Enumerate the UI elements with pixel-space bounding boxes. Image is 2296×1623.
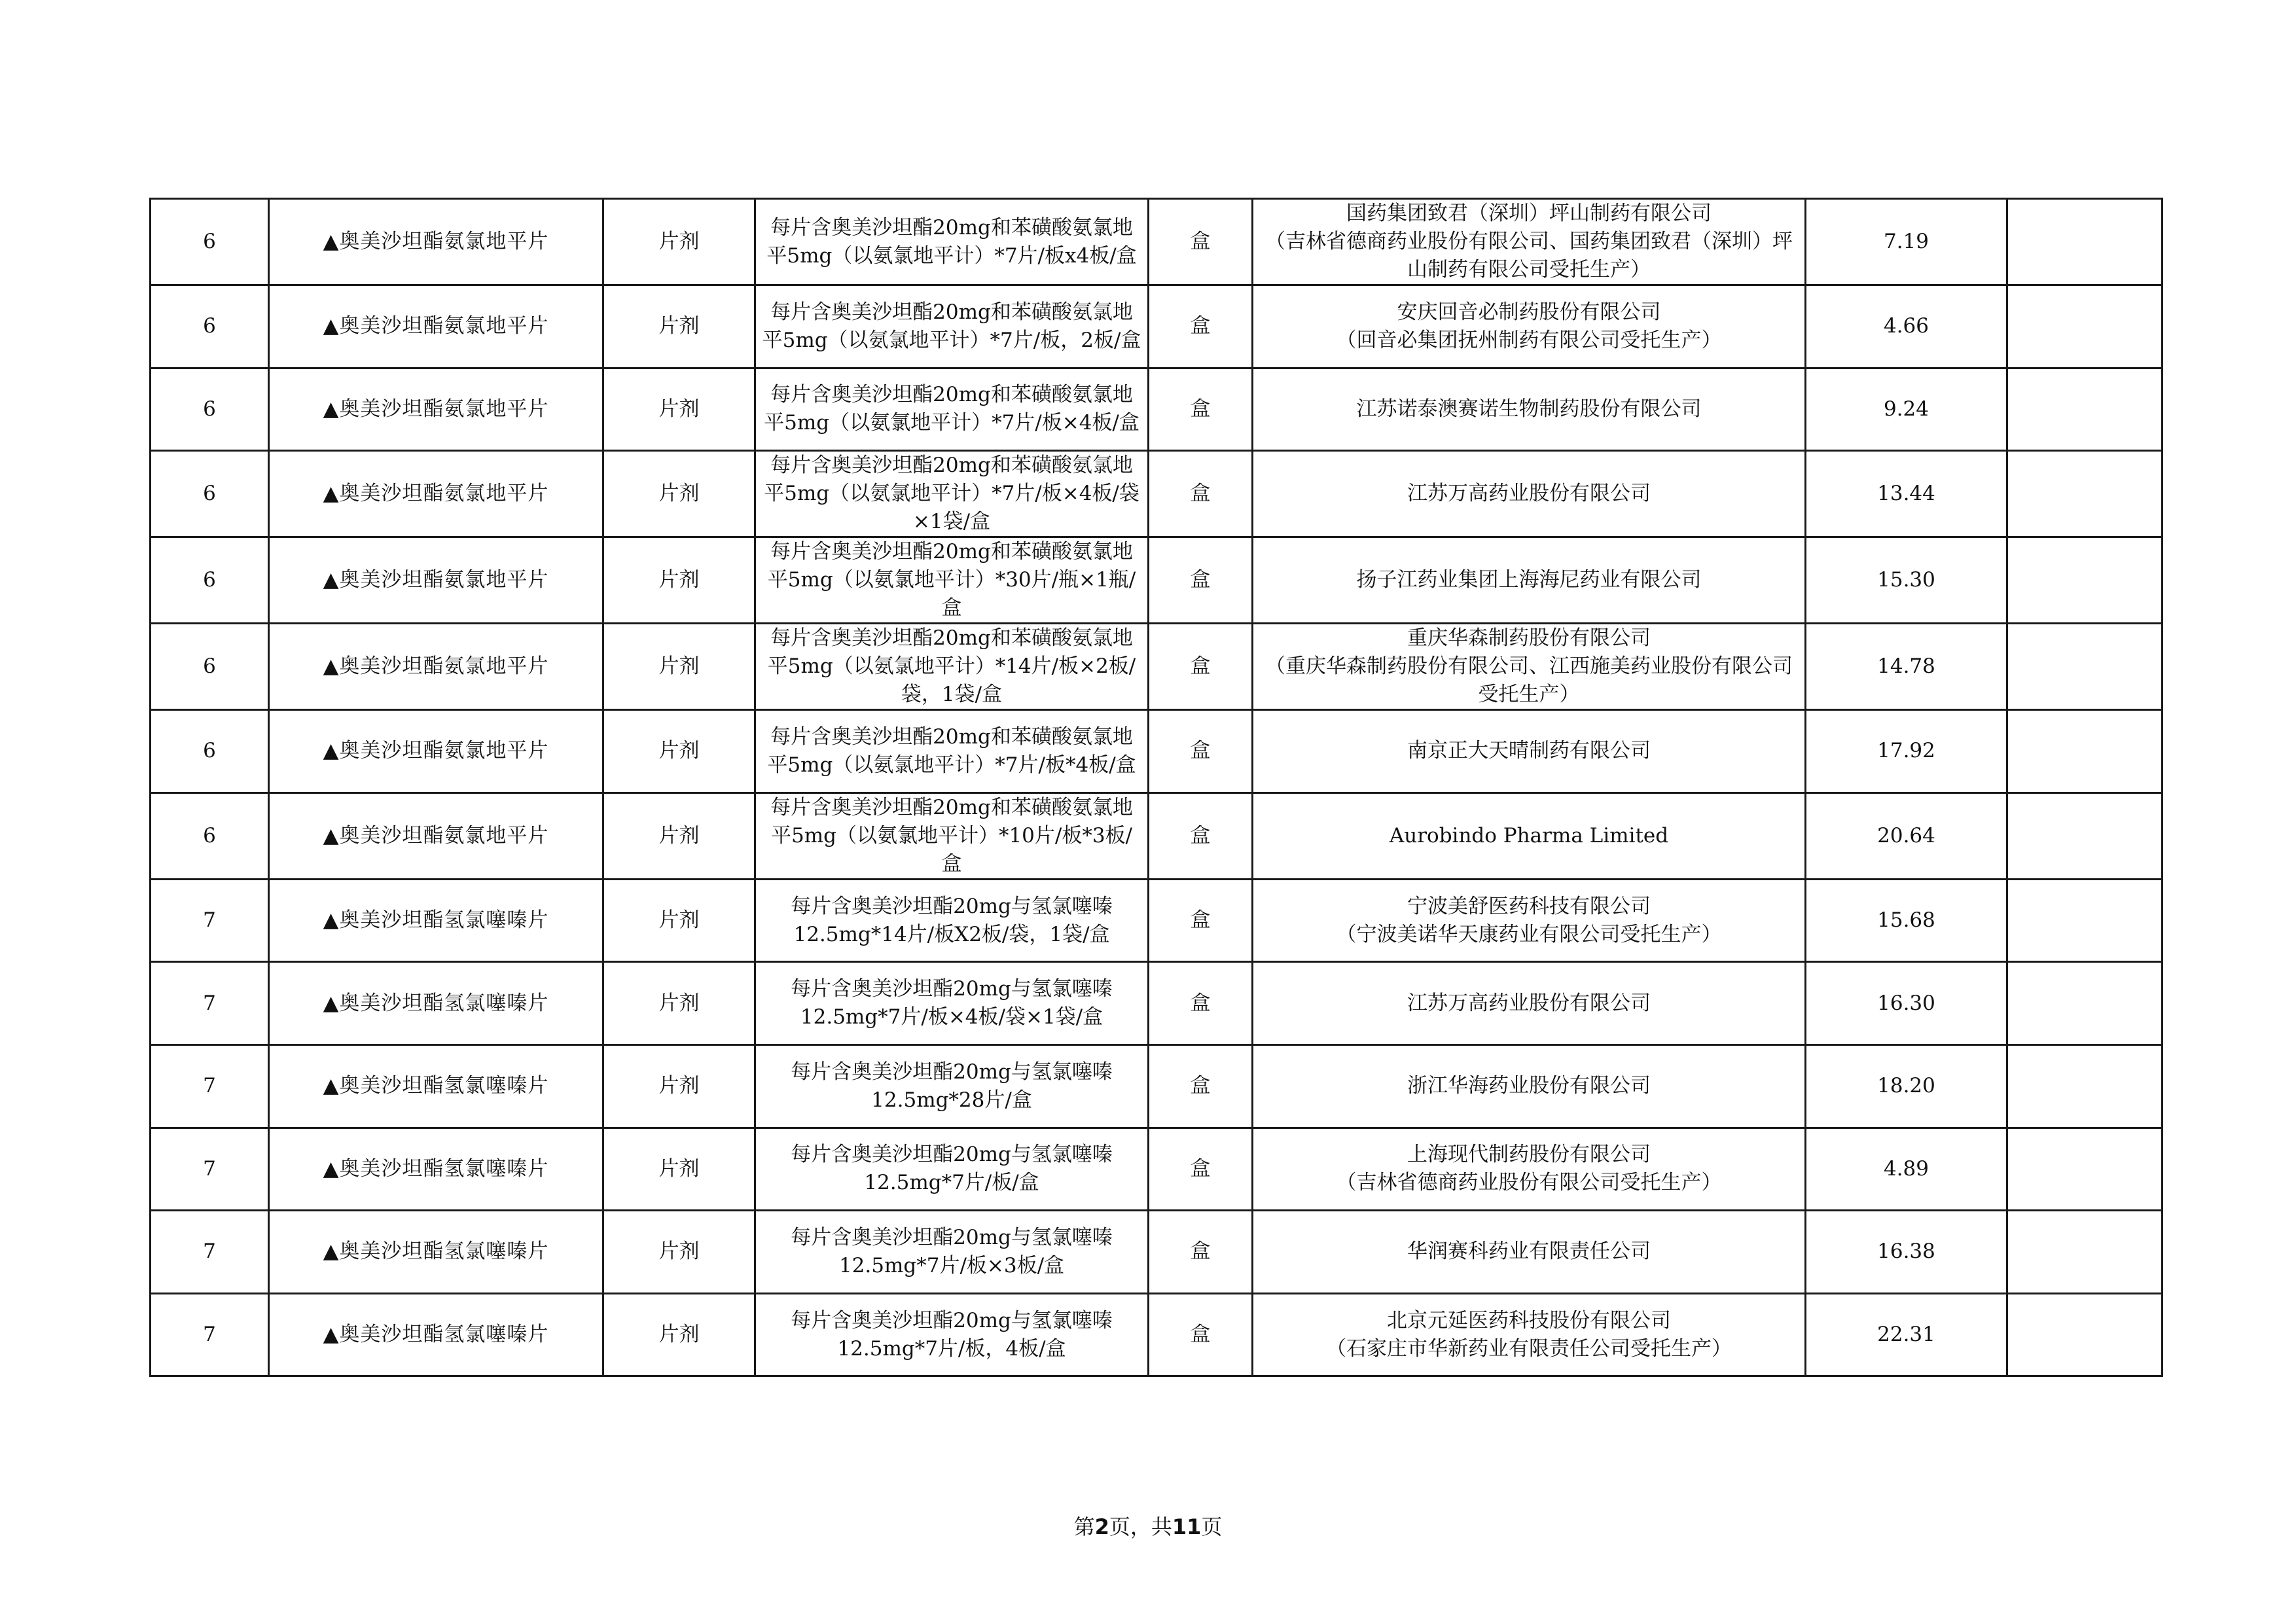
cell-note: [2007, 368, 2162, 451]
cell-price: 9.24: [1806, 368, 2007, 451]
cell-dosage-form: 片剂: [603, 879, 755, 962]
cell-dosage-form: 片剂: [603, 1211, 755, 1294]
cell-drug-name: ▲奥美沙坦酯氢氯噻嗪片: [269, 1211, 603, 1294]
cell-dosage-form: 片剂: [603, 285, 755, 368]
cell-dosage-form: 片剂: [603, 962, 755, 1045]
cell-note: [2007, 451, 2162, 537]
cell-manufacturer: 安庆回音必制药股份有限公司 （回音必集团抚州制药有限公司受托生产）: [1253, 285, 1806, 368]
cell-dosage-form: 片剂: [603, 451, 755, 537]
cell-note: [2007, 1293, 2162, 1376]
cell-unit: 盒: [1149, 624, 1253, 710]
cell-number: 7: [151, 1293, 269, 1376]
cell-number: 6: [151, 199, 269, 285]
cell-dosage-form: 片剂: [603, 793, 755, 879]
cell-drug-name: ▲奥美沙坦酯氨氯地平片: [269, 451, 603, 537]
table-row: [151, 537, 2162, 624]
cell-unit: 盒: [1149, 199, 1253, 285]
cell-unit: 盒: [1149, 537, 1253, 624]
cell-price: 17.92: [1806, 710, 2007, 793]
cell-number: 7: [151, 1044, 269, 1128]
cell-note: [2007, 879, 2162, 962]
cell-manufacturer: 江苏万高药业股份有限公司: [1253, 962, 1806, 1045]
cell-drug-name: ▲奥美沙坦酯氨氯地平片: [269, 199, 603, 285]
table-body: [151, 199, 2162, 1376]
table-row: [151, 879, 2162, 962]
cell-unit: 盒: [1149, 368, 1253, 451]
cell-note: [2007, 285, 2162, 368]
cell-note: [2007, 199, 2162, 285]
cell-manufacturer: 华润赛科药业有限责任公司: [1253, 1211, 1806, 1294]
price-table: [149, 198, 2163, 1377]
cell-unit: 盒: [1149, 879, 1253, 962]
cell-manufacturer: 国药集团致君（深圳）坪山制药有限公司 （吉林省德商药业股份有限公司、国药集团致君（深圳）坪山制药有限公司受托生产）: [1253, 199, 1806, 285]
cell-dosage-form: 片剂: [603, 710, 755, 793]
cell-note: [2007, 710, 2162, 793]
table-row: [151, 962, 2162, 1045]
cell-price: 7.19: [1806, 199, 2007, 285]
cell-dosage-form: 片剂: [603, 624, 755, 710]
cell-specification: 每片含奥美沙坦酯20mg和苯磺酸氨氯地平5mg（以氨氯地平计）*7片/板x4板/盒: [755, 199, 1149, 285]
table-row: [151, 710, 2162, 793]
cell-price: 4.89: [1806, 1128, 2007, 1211]
cell-number: 6: [151, 710, 269, 793]
cell-price: 22.31: [1806, 1293, 2007, 1376]
cell-price: 13.44: [1806, 451, 2007, 537]
cell-specification: 每片含奥美沙坦酯20mg和苯磺酸氨氯地平5mg（以氨氯地平计）*10片/板*3板/盒: [755, 793, 1149, 879]
cell-drug-name: ▲奥美沙坦酯氨氯地平片: [269, 285, 603, 368]
cell-specification: 每片含奥美沙坦酯20mg和苯磺酸氨氯地平5mg（以氨氯地平计）*7片/板×4板/袋×1袋/盒: [755, 451, 1149, 537]
cell-unit: 盒: [1149, 1044, 1253, 1128]
cell-note: [2007, 962, 2162, 1045]
cell-specification: 每片含奥美沙坦酯20mg与氢氯噻嗪12.5mg*7片/板×3板/盒: [755, 1211, 1149, 1294]
cell-number: 6: [151, 624, 269, 710]
cell-specification: 每片含奥美沙坦酯20mg和苯磺酸氨氯地平5mg（以氨氯地平计）*7片/板，2板/盒: [755, 285, 1149, 368]
table-row: [151, 199, 2162, 285]
cell-number: 7: [151, 879, 269, 962]
cell-manufacturer: 扬子江药业集团上海海尼药业有限公司: [1253, 537, 1806, 624]
cell-note: [2007, 1128, 2162, 1211]
footer-suffix: 页: [1201, 1514, 1223, 1539]
cell-drug-name: ▲奥美沙坦酯氨氯地平片: [269, 710, 603, 793]
cell-dosage-form: 片剂: [603, 368, 755, 451]
cell-dosage-form: 片剂: [603, 1293, 755, 1376]
cell-manufacturer: Aurobindo Pharma Limited: [1253, 793, 1806, 879]
cell-note: [2007, 624, 2162, 710]
cell-note: [2007, 793, 2162, 879]
cell-number: 6: [151, 368, 269, 451]
cell-number: 6: [151, 793, 269, 879]
cell-dosage-form: 片剂: [603, 1128, 755, 1211]
cell-manufacturer: 北京元延医药科技股份有限公司 （石家庄市华新药业有限责任公司受托生产）: [1253, 1293, 1806, 1376]
footer-total-pages: 11: [1172, 1514, 1202, 1539]
cell-number: 7: [151, 962, 269, 1045]
cell-unit: 盒: [1149, 1128, 1253, 1211]
cell-specification: 每片含奥美沙坦酯20mg和苯磺酸氨氯地平5mg（以氨氯地平计）*7片/板×4板/盒: [755, 368, 1149, 451]
cell-unit: 盒: [1149, 710, 1253, 793]
cell-drug-name: ▲奥美沙坦酯氢氯噻嗪片: [269, 962, 603, 1045]
cell-dosage-form: 片剂: [603, 1044, 755, 1128]
cell-drug-name: ▲奥美沙坦酯氢氯噻嗪片: [269, 1044, 603, 1128]
cell-drug-name: ▲奥美沙坦酯氨氯地平片: [269, 537, 603, 624]
table-row: [151, 793, 2162, 879]
cell-price: 15.30: [1806, 537, 2007, 624]
cell-unit: 盒: [1149, 285, 1253, 368]
cell-drug-name: ▲奥美沙坦酯氢氯噻嗪片: [269, 1128, 603, 1211]
cell-manufacturer: 江苏万高药业股份有限公司: [1253, 451, 1806, 537]
cell-manufacturer: 浙江华海药业股份有限公司: [1253, 1044, 1806, 1128]
cell-drug-name: ▲奥美沙坦酯氨氯地平片: [269, 793, 603, 879]
cell-price: 14.78: [1806, 624, 2007, 710]
cell-manufacturer: 宁波美舒医药科技有限公司 （宁波美诺华天康药业有限公司受托生产）: [1253, 879, 1806, 962]
cell-number: 6: [151, 451, 269, 537]
cell-specification: 每片含奥美沙坦酯20mg与氢氯噻嗪12.5mg*28片/盒: [755, 1044, 1149, 1128]
table-row: [151, 1044, 2162, 1128]
cell-number: 7: [151, 1128, 269, 1211]
cell-note: [2007, 1211, 2162, 1294]
cell-specification: 每片含奥美沙坦酯20mg和苯磺酸氨氯地平5mg（以氨氯地平计）*7片/板*4板/盒: [755, 710, 1149, 793]
table-row: [151, 285, 2162, 368]
cell-drug-name: ▲奥美沙坦酯氢氯噻嗪片: [269, 879, 603, 962]
cell-unit: 盒: [1149, 451, 1253, 537]
footer-prefix: 第: [1073, 1514, 1095, 1539]
cell-specification: 每片含奥美沙坦酯20mg和苯磺酸氨氯地平5mg（以氨氯地平计）*30片/瓶×1瓶/盒: [755, 537, 1149, 624]
table-row: [151, 624, 2162, 710]
page-footer: [0, 1510, 2296, 1541]
table-row: [151, 1128, 2162, 1211]
table-row: [151, 368, 2162, 451]
cell-specification: 每片含奥美沙坦酯20mg与氢氯噻嗪12.5mg*7片/板×4板/袋×1袋/盒: [755, 962, 1149, 1045]
cell-note: [2007, 537, 2162, 624]
table-row: [151, 1293, 2162, 1376]
cell-number: 6: [151, 537, 269, 624]
cell-price: 16.38: [1806, 1211, 2007, 1294]
table-row: [151, 1211, 2162, 1294]
cell-dosage-form: 片剂: [603, 537, 755, 624]
cell-manufacturer: 江苏诺泰澳赛诺生物制药股份有限公司: [1253, 368, 1806, 451]
cell-unit: 盒: [1149, 1211, 1253, 1294]
footer-middle: 页，共: [1109, 1514, 1172, 1539]
cell-specification: 每片含奥美沙坦酯20mg与氢氯噻嗪12.5mg*7片/板，4板/盒: [755, 1293, 1149, 1376]
cell-specification: 每片含奥美沙坦酯20mg和苯磺酸氨氯地平5mg（以氨氯地平计）*14片/板×2板/袋，1袋/盒: [755, 624, 1149, 710]
cell-drug-name: ▲奥美沙坦酯氨氯地平片: [269, 368, 603, 451]
cell-drug-name: ▲奥美沙坦酯氢氯噻嗪片: [269, 1293, 603, 1376]
cell-number: 7: [151, 1211, 269, 1294]
cell-note: [2007, 1044, 2162, 1128]
cell-price: 4.66: [1806, 285, 2007, 368]
cell-price: 16.30: [1806, 962, 2007, 1045]
cell-price: 18.20: [1806, 1044, 2007, 1128]
cell-manufacturer: 上海现代制药股份有限公司 （吉林省德商药业股份有限公司受托生产）: [1253, 1128, 1806, 1211]
cell-manufacturer: 重庆华森制药股份有限公司 （重庆华森制药股份有限公司、江西施美药业股份有限公司受托生产）: [1253, 624, 1806, 710]
cell-unit: 盒: [1149, 1293, 1253, 1376]
cell-manufacturer: 南京正大天晴制药有限公司: [1253, 710, 1806, 793]
cell-price: 20.64: [1806, 793, 2007, 879]
table-row: [151, 451, 2162, 537]
cell-unit: 盒: [1149, 793, 1253, 879]
cell-price: 15.68: [1806, 879, 2007, 962]
cell-drug-name: ▲奥美沙坦酯氨氯地平片: [269, 624, 603, 710]
cell-dosage-form: 片剂: [603, 199, 755, 285]
cell-specification: 每片含奥美沙坦酯20mg与氢氯噻嗪12.5mg*7片/板/盒: [755, 1128, 1149, 1211]
cell-specification: 每片含奥美沙坦酯20mg与氢氯噻嗪12.5mg*14片/板X2板/袋，1袋/盒: [755, 879, 1149, 962]
cell-unit: 盒: [1149, 962, 1253, 1045]
footer-page-number: 2: [1094, 1514, 1109, 1539]
cell-number: 6: [151, 285, 269, 368]
